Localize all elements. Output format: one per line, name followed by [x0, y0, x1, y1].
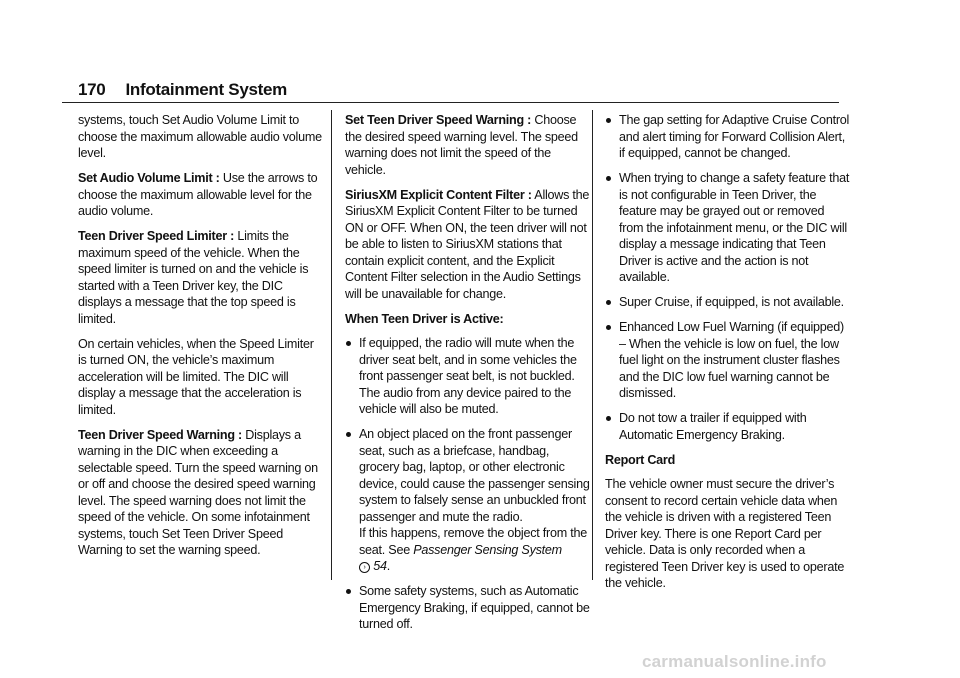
list-item [345, 426, 590, 575]
page-reference-number: 54 [373, 559, 387, 573]
column-2 [345, 112, 590, 641]
section-title: Infotainment System [125, 80, 287, 99]
intro-paragraph: systems, touch Set Audio Volume Limit to choose the maximum allowable audio volume level. [78, 113, 322, 160]
column-3 [605, 112, 850, 600]
term-teen-driver-speed-limiter: Teen Driver Speed Limiter : [78, 229, 235, 243]
list-item: When trying to change a safety feature that is not configurable in Teen Driver, the feature may be grayed out or removed from the infotainment menu, or the DIC will display a message indicating that Teen Driver is active and the action is not available. [605, 170, 850, 286]
passenger-sensing-link[interactable]: Passenger Sensing System [413, 542, 562, 557]
reference-arrow-icon: › [359, 562, 370, 573]
report-card-paragraph: The vehicle owner must secure the driver’s consent to record certain vehicle data when the vehicle is driven with a registered Teen Driver key. There is one Report Card per vehicle. Data is only recorded when a registered Teen Driver key is used to operate the vehicle. [605, 477, 845, 590]
list-item: If equipped, the radio will mute when the driver seat belt, and in some vehicles the front passenger seat belt, is not buckled. The audio from any device paired to the vehicle will also be muted. [345, 335, 590, 418]
watermark: carmanualsonline.info [642, 652, 827, 671]
desc-siriusxm-filter: Allows the SiriusXM Explicit Content Filter to be turned ON or OFF. When ON, the teen driver will not be able to listen to SiriusXM stations that contain explicit content, and the Explicit Content Filter selection in the Audio Settings will be unavailable for change. [345, 187, 590, 301]
set-teen-driver-speed-warning-paragraph [345, 112, 590, 178]
set-audio-volume-limit-paragraph [78, 170, 323, 220]
desc-teen-driver-speed-warning: Displays a warning in the DIC when exceeding a selectable speed. Turn the speed warning on or off and choose the desired speed warning level. The speed warning does not limit the speed of the vehicle. On some infotainment systems, touch Set Teen Driver Speed Warning to set the warning speed. [78, 427, 318, 557]
term-siriusxm-filter: SiriusXM Explicit Content Filter : [345, 187, 532, 202]
speed-limiter-acceleration-paragraph: On certain vehicles, when the Speed Limiter is turned ON, the vehicle’s maximum acceleration will be limited. The DIC will display a message that the acceleration is limited. [78, 336, 314, 417]
report-card-heading: Report Card [605, 452, 676, 467]
page-reference[interactable]: › 54. [359, 558, 390, 575]
teen-driver-speed-warning-paragraph [78, 427, 323, 559]
column-divider-2 [592, 110, 593, 580]
column-divider-1 [331, 110, 332, 580]
list-item: Super Cruise, if equipped, is not available. [605, 294, 850, 311]
teen-driver-speed-limiter-paragraph [78, 228, 323, 327]
column-1 [78, 112, 323, 567]
desc-set-teen-driver-speed-warning: Choose the desired speed warning level. The speed warning does not limit the speed of the vehicle. [345, 113, 578, 177]
list-item: The gap setting for Adaptive Cruise Control and alert timing for Forward Collision Alert, if equipped, cannot be changed. [605, 112, 850, 162]
passenger-object-text-2: If this happens, remove the object from the seat. See [359, 526, 587, 557]
teen-driver-active-list [345, 335, 590, 633]
list-item: Do not tow a trailer if equipped with Automatic Emergency Braking. [605, 410, 850, 443]
passenger-object-text: An object placed on the front passenger seat, such as a briefcase, handbag, grocery bag, laptop, or other electronic device, could cause the passenger sensing system to falsely sense an unbuckled front passenger and mute the radio. [359, 427, 590, 524]
term-set-teen-driver-speed-warning: Set Teen Driver Speed Warning : [345, 113, 532, 127]
list-item: Enhanced Low Fuel Warning (if equipped) – When the vehicle is low on fuel, the low fuel light on the instrument cluster flashes and the DIC low fuel warning cannot be dismissed. [605, 319, 850, 402]
teen-driver-active-heading: When Teen Driver is Active: [345, 311, 504, 326]
desc-set-audio-volume-limit: Use the arrows to choose the maximum allowable level for the audio volume. [78, 171, 318, 218]
term-set-audio-volume-limit: Set Audio Volume Limit : [78, 171, 220, 185]
page-number: 170 [78, 80, 106, 99]
term-teen-driver-speed-warning: Teen Driver Speed Warning : [78, 427, 242, 442]
teen-driver-limitations-list [605, 112, 850, 443]
desc-teen-driver-speed-limiter: Limits the maximum speed of the vehicle. When the speed limiter is turned on and the vehicle is started with a Teen Driver key, the DIC displays a message that the top speed is limited. [78, 229, 309, 326]
header-rule [62, 102, 839, 103]
list-item: Some safety systems, such as Automatic Emergency Braking, if equipped, cannot be turned off. [345, 583, 590, 633]
siriusxm-filter-paragraph [345, 187, 590, 303]
